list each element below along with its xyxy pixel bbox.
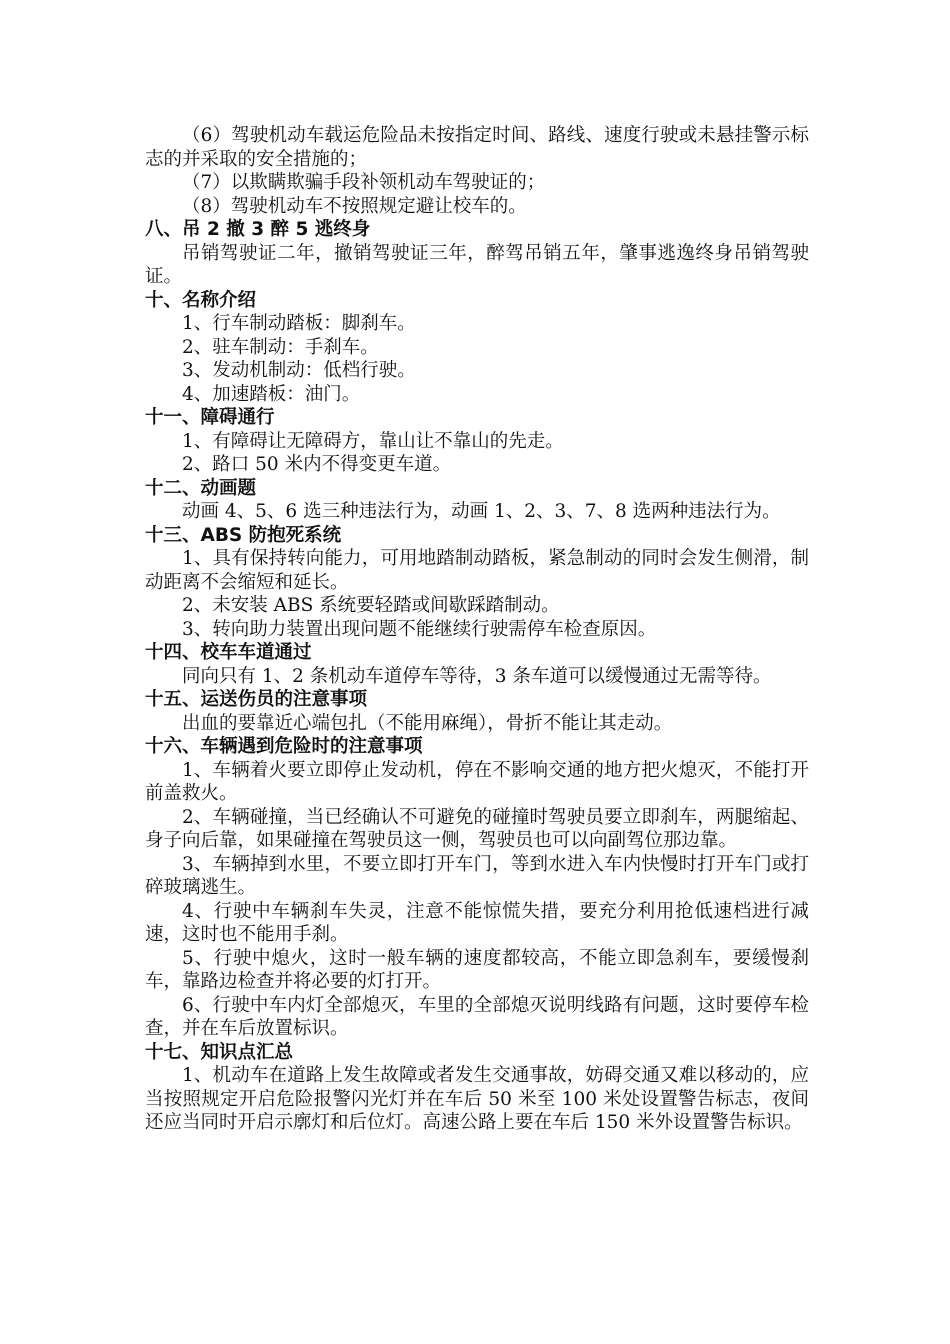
list-item: 4、加速踏板：油门。 (182, 383, 361, 405)
paragraph: 出血的要靠近心端包扎（不能用麻绳），骨折不能让其走动。 (182, 712, 673, 734)
section-17 (145, 1041, 809, 1135)
section-heading: 十二、动画题 (145, 477, 257, 499)
section-heading: 十、名称介绍 (145, 289, 257, 311)
section-heading: 十五、运送伤员的注意事项 (145, 689, 368, 710)
section-12 (145, 477, 809, 524)
section-heading: 八、吊 2 撤 3 醉 5 逃终身 (145, 219, 371, 240)
list-item: （6）驾驶机动车载运危险品未按指定时间、路线、速度行驶或未悬挂警示标志的并采取的安全措施的； (145, 125, 809, 170)
list-item: 3、发动机制动：低档行驶。 (182, 360, 416, 381)
list-item: 4、行驶中车辆刹车失灵，注意不能惊慌失措，要充分利用抢低速档进行减速，这时也不能用手刹。 (145, 900, 809, 945)
section-heading: 十三、ABS 防抱死系统 (145, 524, 342, 546)
section-11 (145, 406, 809, 477)
section-heading: 十一、障碍通行 (145, 407, 275, 428)
paragraph: 吊销驾驶证二年，撤销驾驶证三年，醉驾吊销五年，肇事逃逸终身吊销驾驶证。 (145, 242, 809, 287)
list-item: 2、驻车制动：手刹车。 (182, 336, 379, 358)
list-item: 1、有障碍让无障碍方，靠山让不靠山的先走。 (182, 430, 564, 452)
section-13 (145, 524, 809, 642)
list-item: 3、车辆掉到水里，不要立即打开车门，等到水进入车内快慢时打开车门或打碎玻璃逃生。 (145, 853, 809, 898)
list-item: 5、行驶中熄火，这时一般车辆的速度都较高，不能立即急刹车，要缓慢刹车，靠路边检查并将必要的灯打开。 (145, 947, 809, 992)
list-item: 1、车辆着火要立即停止发动机，停在不影响交通的地方把火熄灭，不能打开前盖救火。 (145, 759, 809, 804)
section-16 (145, 735, 809, 1041)
section-10 (145, 289, 809, 407)
document-page (145, 124, 809, 1135)
list-item: （8）驾驶机动车不按照规定避让校车的。 (182, 195, 527, 217)
list-item: （7）以欺瞒欺骗手段补领机动车驾驶证的； (182, 172, 546, 193)
list-item: 1、行车制动踏板：脚刹车。 (182, 313, 416, 334)
list-item: 2、路口 50 米内不得变更车道。 (182, 454, 452, 475)
section-heading: 十六、车辆遇到危险时的注意事项 (145, 736, 423, 757)
section-heading: 十四、校车车道通过 (145, 642, 312, 663)
list-item: 1、具有保持转向能力，可用地踏制动踏板，紧急制动的同时会发生侧滑，制动距离不会缩短和延长。 (145, 548, 809, 593)
list-item: 6、行驶中车内灯全部熄灭，车里的全部熄灭说明线路有问题，这时要停车检查，并在车后放置标识。 (145, 994, 809, 1039)
intro-section (145, 124, 809, 218)
section-14 (145, 641, 809, 688)
list-item: 1、机动车在道路上发生故障或者发生交通事故，妨碍交通又难以移动的，应当按照规定开启危险报警闪光灯并在车后 50 米至 100 米处设置警告标志，夜间还应当同时开启示廓灯和后位灯。高速公路上要在车后 150 米外设置警告标识。 (145, 1065, 809, 1133)
paragraph: 同向只有 1、2 条机动车道停车等待，3 条车道可以缓慢通过无需等待。 (182, 665, 772, 687)
list-item: 3、转向助力装置出现问题不能继续行驶需停车检查原因。 (182, 618, 657, 640)
section-8 (145, 218, 809, 289)
paragraph: 动画 4、5、6 选三种违法行为，动画 1、2、3、7、8 选两种违法行为。 (182, 501, 781, 522)
section-heading: 十七、知识点汇总 (145, 1041, 294, 1063)
section-15 (145, 688, 809, 735)
list-item: 2、车辆碰撞，当已经确认不可避免的碰撞时驾驶员要立即刹车，两腿缩起、身子向后靠，如果碰撞在驾驶员这一侧，驾驶员也可以向副驾位那边靠。 (145, 806, 809, 851)
list-item: 2、未安装 ABS 系统要轻踏或间歇踩踏制动。 (182, 595, 560, 616)
